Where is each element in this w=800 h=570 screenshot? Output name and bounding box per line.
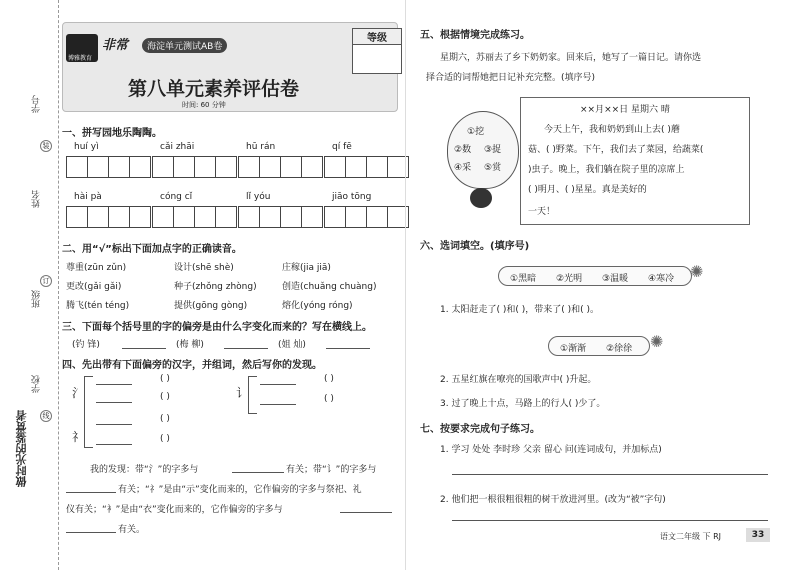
- answer-line[interactable]: [66, 492, 116, 493]
- writing-grid[interactable]: [66, 206, 151, 228]
- grid-cell[interactable]: [367, 207, 388, 227]
- answer-blank[interactable]: ( ): [160, 374, 170, 384]
- writing-grid[interactable]: [238, 206, 323, 228]
- grid-cell[interactable]: [88, 157, 109, 177]
- grid-cell[interactable]: [130, 157, 150, 177]
- q6-sentence: 1. 太阳赶走了( )和( )，带来了( )和( )。: [440, 305, 599, 315]
- finding-text: 仪有关；“衤”是由“衣”变化而来的，它作偏旁的字多与: [66, 505, 283, 515]
- grid-cell[interactable]: [325, 207, 346, 227]
- binding-mark: 订: [40, 275, 52, 287]
- grid-cell[interactable]: [174, 157, 195, 177]
- motto: 做时光的鉴赏者: [15, 410, 28, 487]
- q5-heading: 五、根据情境完成练习。: [420, 30, 530, 41]
- q7-sentence: 2. 他们把一根很粗很粗的树干放进河里。(改为“被”字句): [440, 495, 666, 505]
- grid-cell[interactable]: [260, 207, 281, 227]
- answer-blank[interactable]: ( ): [160, 414, 170, 424]
- q3-item: (钓 锋): [72, 340, 100, 350]
- q4-heading: 四、先出带有下面偏旁的汉字，并组词，然后写你的发现。: [62, 360, 322, 371]
- answer-line[interactable]: [96, 424, 132, 425]
- diary-line: 菇、( )野菜。下午，我们去了菜园，给蔬菜(: [528, 145, 704, 155]
- finding-text: 我的发现：带“氵”的字多与: [90, 465, 199, 475]
- radical: 讠: [236, 386, 249, 400]
- reading-option[interactable]: 种子(zhǒng zhòng): [174, 282, 257, 292]
- grid-cell[interactable]: [67, 157, 88, 177]
- grid-cell[interactable]: [302, 207, 322, 227]
- writing-grid[interactable]: [324, 156, 409, 178]
- grid-cell[interactable]: [239, 207, 260, 227]
- diary-date: ××月××日 星期六 晴: [580, 105, 670, 115]
- binding-strip: [0, 0, 59, 570]
- option: ⑤赏: [484, 163, 502, 173]
- grid-cell[interactable]: [216, 207, 236, 227]
- diary-line: )虫子。晚上，我们躺在院子里的凉席上: [528, 165, 685, 175]
- q7-heading: 七、按要求完成句子练习。: [420, 424, 540, 435]
- word-option: ④寒冷: [648, 274, 675, 284]
- diary-line: ( )明月、( )星星。真是美好的: [528, 185, 647, 195]
- finding-text: 有关。: [118, 525, 146, 535]
- grid-cell[interactable]: [130, 207, 150, 227]
- grid-cell[interactable]: [325, 157, 346, 177]
- grid-cell[interactable]: [174, 207, 195, 227]
- reading-option[interactable]: 庄稼(jia jiā): [282, 263, 331, 273]
- grid-cell[interactable]: [281, 157, 302, 177]
- q1-heading: 一、拼写园地乐陶陶。: [62, 128, 162, 139]
- grid-cell[interactable]: [239, 157, 260, 177]
- pinyin-label: hū rán: [246, 142, 276, 152]
- page-title: 第八单元素养评估卷: [128, 78, 300, 100]
- page-divider: [405, 0, 406, 570]
- q5-intro: 择合适的词帮她把日记补充完整。(填序号): [426, 73, 596, 83]
- writing-grid[interactable]: [152, 156, 237, 178]
- answer-line[interactable]: [452, 474, 768, 475]
- grid-cell[interactable]: [195, 207, 216, 227]
- pinyin-label: huí yì: [74, 142, 99, 152]
- grid-cell[interactable]: [367, 157, 388, 177]
- option: ③捉: [484, 145, 502, 155]
- grid-cell[interactable]: [346, 157, 367, 177]
- sun-icon: ✺: [690, 262, 704, 281]
- radical: 氵: [72, 386, 85, 400]
- radical: 礻: [72, 430, 85, 444]
- grid-cell[interactable]: [260, 157, 281, 177]
- reading-option[interactable]: 腾飞(tén téng): [66, 301, 130, 311]
- answer-line[interactable]: [452, 520, 768, 521]
- answer-line[interactable]: [224, 348, 268, 349]
- label-school: 学校: [32, 375, 42, 393]
- series-name: 海淀单元测试AB卷: [142, 38, 227, 53]
- answer-line[interactable]: [96, 402, 132, 403]
- sun-icon: ✺: [650, 332, 664, 351]
- q3-item: (梅 柳): [176, 340, 204, 350]
- option: ②数: [454, 145, 472, 155]
- q2-heading: 二、用“√”标出下面加点字的正确读音。: [62, 244, 242, 255]
- answer-line[interactable]: [326, 348, 370, 349]
- label-class: 班级: [32, 290, 42, 308]
- grid-cell[interactable]: [67, 207, 88, 227]
- pinyin-label: jiāo tōng: [332, 192, 372, 202]
- q3-heading: 三、下面每个括号里的字的偏旁是由什么字变化而来的？写在横线上。: [62, 322, 372, 333]
- grid-cell[interactable]: [216, 157, 236, 177]
- q6-sentence: 2. 五星红旗在嘹亮的国歌声中( )升起。: [440, 375, 597, 385]
- q6-heading: 六、选词填空。(填序号): [420, 241, 530, 252]
- grid-cell[interactable]: [302, 157, 322, 177]
- reading-option[interactable]: 尊重(zūn zǔn): [66, 263, 127, 273]
- grid-cell[interactable]: [346, 207, 367, 227]
- label-student-number: 学号: [32, 95, 42, 113]
- writing-grid[interactable]: [152, 206, 237, 228]
- answer-line[interactable]: [260, 404, 296, 405]
- q7-sentence: 1. 学习 处处 李时珍 父亲 留心 问(连词成句，并加标点): [440, 445, 662, 455]
- pinyin-label: lǐ yóu: [246, 192, 271, 202]
- footer-text: 语文二年级 下 RJ: [660, 532, 722, 541]
- answer-line[interactable]: [340, 512, 392, 513]
- label-name: 姓名: [32, 190, 42, 208]
- writing-grid[interactable]: [238, 156, 323, 178]
- diary-line: 一天！: [528, 207, 556, 217]
- answer-line[interactable]: [66, 532, 116, 533]
- time-limit: 时间: 60 分钟: [182, 101, 226, 109]
- bracket: [84, 376, 93, 448]
- reading-option[interactable]: 创造(chuǎng chuàng): [282, 282, 377, 292]
- answer-blank[interactable]: ( ): [160, 434, 170, 444]
- grid-cell[interactable]: [195, 157, 216, 177]
- page-number: 33: [746, 528, 770, 542]
- answer-line[interactable]: [122, 348, 166, 349]
- panda-icon: [470, 188, 492, 208]
- finding-text: 有关；“礻”是由“示”变化而来的，它作偏旁的字多与祭祀、礼: [118, 485, 362, 495]
- brand-sub: 博雅教育: [68, 55, 93, 62]
- reading-option[interactable]: 熔化(yóng róng): [282, 301, 353, 311]
- word-option: ①渐渐: [560, 344, 587, 354]
- grid-cell[interactable]: [153, 157, 174, 177]
- pinyin-label: cóng cǐ: [160, 192, 193, 202]
- writing-grid[interactable]: [66, 156, 151, 178]
- bracket: [248, 376, 257, 414]
- diary-line: 今天上午，我和奶奶到山上去( )蘑: [544, 125, 680, 135]
- reading-option[interactable]: 更改(gǎi gǎi): [66, 282, 122, 292]
- grade-box[interactable]: [352, 28, 402, 74]
- brand-name: 非常: [102, 38, 129, 53]
- grid-cell[interactable]: [109, 207, 130, 227]
- binding-mark: 装: [40, 140, 52, 152]
- q6-sentence: 3. 过了晚上十点，马路上的行人( )少了。: [440, 399, 606, 409]
- word-option: ③温暖: [602, 274, 629, 284]
- answer-line[interactable]: [96, 444, 132, 445]
- finding-text: 有关；带“讠”的字多与: [286, 465, 377, 475]
- answer-line[interactable]: [232, 472, 284, 473]
- word-option: ②徐徐: [606, 344, 633, 354]
- word-option: ②光明: [556, 274, 583, 284]
- answer-blank[interactable]: ( ): [324, 374, 334, 384]
- writing-grid[interactable]: [324, 206, 409, 228]
- option: ④采: [454, 163, 472, 173]
- reading-option[interactable]: 提供(gōng gòng): [174, 301, 248, 311]
- pinyin-label: hài pà: [74, 192, 102, 202]
- binding-mark: 线: [40, 410, 52, 422]
- word-option: ①黑暗: [510, 274, 537, 284]
- grid-cell[interactable]: [109, 157, 130, 177]
- answer-blank[interactable]: ( ): [160, 392, 170, 402]
- publisher-logo: [66, 34, 98, 62]
- answer-line[interactable]: [96, 384, 132, 385]
- pinyin-label: cǎi zhāi: [160, 142, 195, 152]
- grid-cell[interactable]: [281, 207, 302, 227]
- q5-intro: 星期六，苏丽去了乡下奶奶家。回来后，她写了一篇日记。请你选: [440, 53, 702, 63]
- answer-line[interactable]: [260, 384, 296, 385]
- answer-blank[interactable]: ( ): [324, 394, 334, 404]
- reading-option[interactable]: 设计(shē shè): [174, 263, 234, 273]
- grade-label: 等级: [353, 29, 401, 45]
- grid-cell[interactable]: [88, 207, 109, 227]
- grid-cell[interactable]: [153, 207, 174, 227]
- q3-item: (姐 灿): [278, 340, 306, 350]
- pinyin-label: qí fē: [332, 142, 352, 152]
- option: ①挖: [467, 127, 485, 137]
